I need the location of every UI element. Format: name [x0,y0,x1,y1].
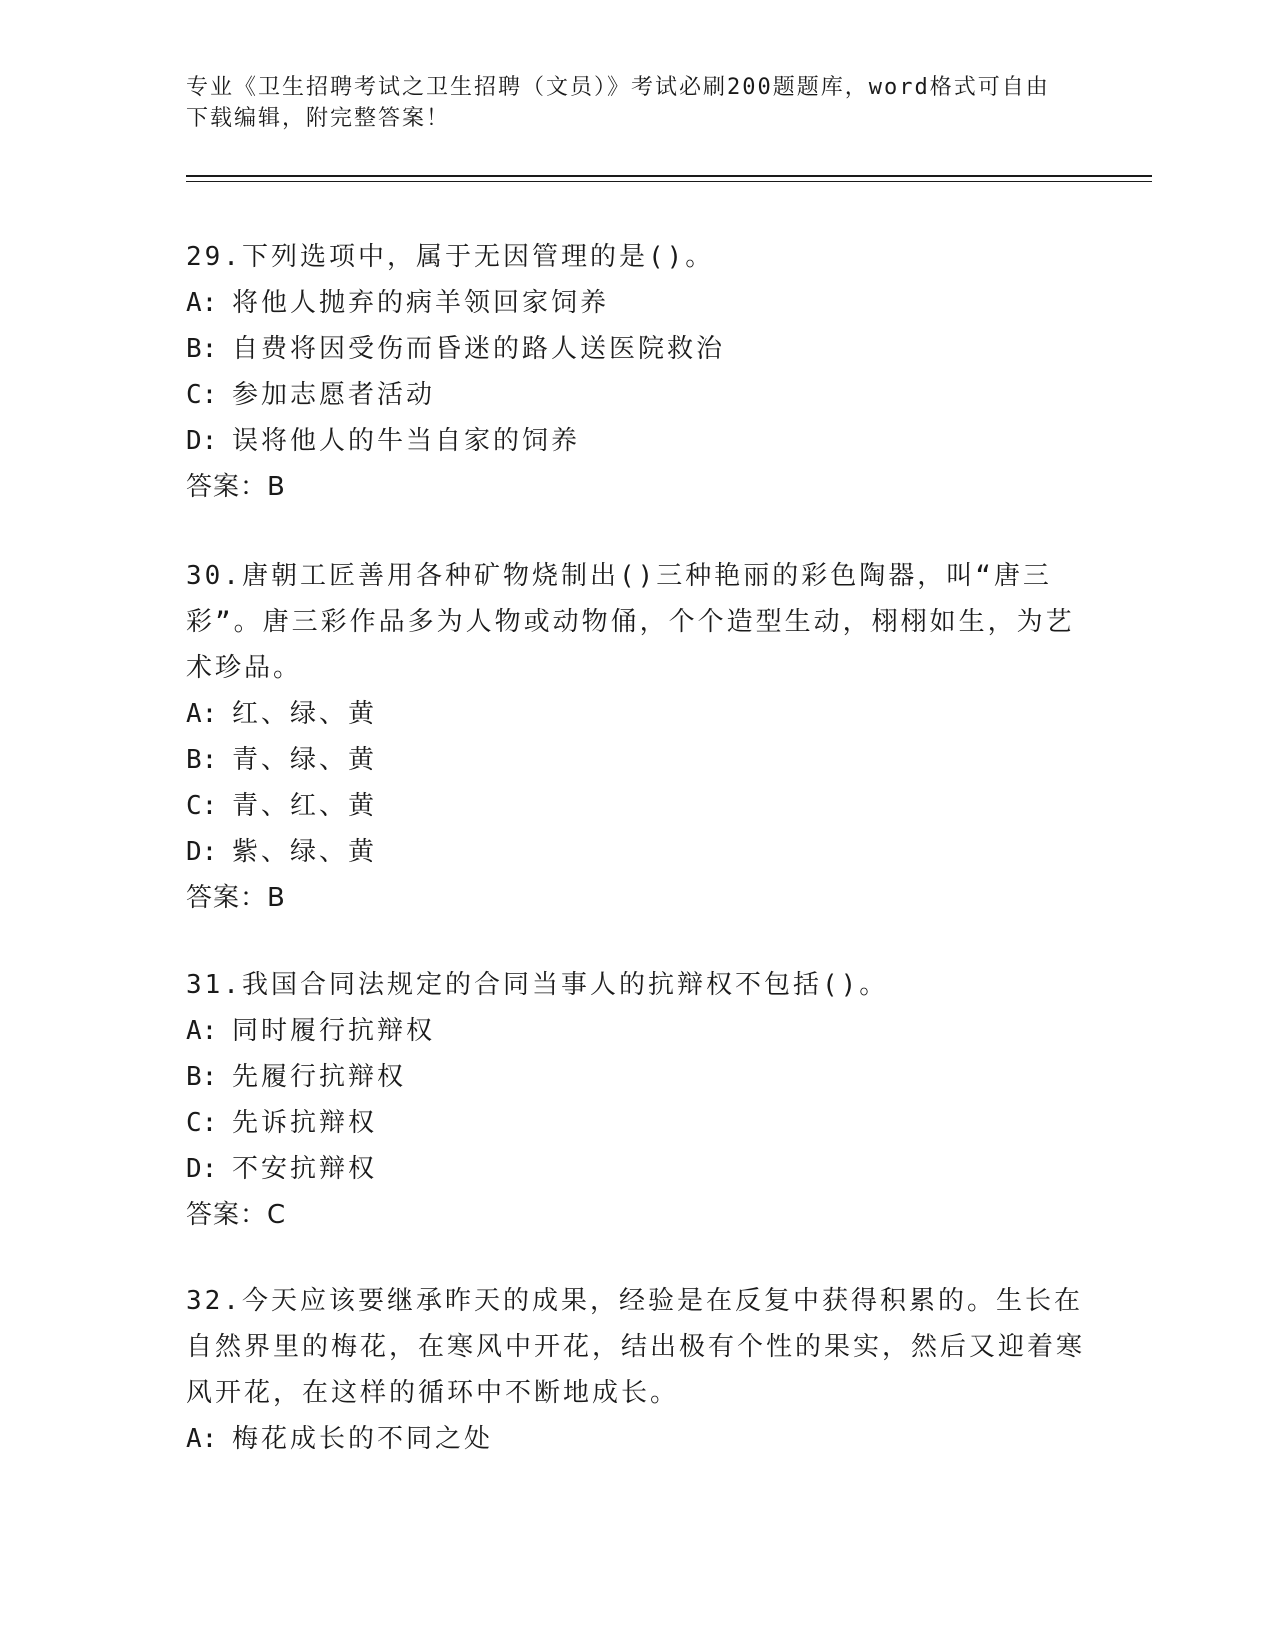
option-b [186,326,1086,372]
question-stem: 30.唐朝工匠善用各种矿物烧制出()三种艳丽的彩色陶器，叫“唐三彩”。唐三彩作品多为人物或动物俑，个个造型生动，栩栩如生，为艺术珍品。 [186,561,1075,683]
option-text: 同时履行抗辩权 [232,1016,436,1046]
option-b [186,1054,1086,1100]
answer-label: 答案： [186,883,268,913]
question-30 [186,553,1086,921]
option-letter: D: [186,837,218,867]
answer-value: B [267,472,286,502]
option-text: 自费将因受伤而昏迷的路人送医院救治 [232,334,726,364]
option-b [186,737,1086,783]
option-text: 先诉抗辩权 [232,1108,378,1138]
option-text: 参加志愿者活动 [232,380,436,410]
option-letter: B: [186,334,218,364]
option-a [186,280,1086,326]
option-a [186,1416,1086,1462]
option-letter: A: [186,699,218,729]
option-text: 不安抗辩权 [232,1154,378,1184]
answer-label: 答案： [186,472,268,502]
header-divider-thin [186,181,1152,182]
option-text: 紫、绿、黄 [232,837,378,867]
option-c [186,372,1086,418]
answer-value: C [267,1200,287,1230]
answer-line [186,1192,1086,1238]
header-divider-thick [186,175,1152,177]
question-stem: 29.下列选项中，属于无因管理的是()。 [186,242,715,272]
question-stem: 31.我国合同法规定的合同当事人的抗辩权不包括()。 [186,970,889,1000]
option-letter: A: [186,1424,218,1454]
option-letter: C: [186,791,218,821]
question-29 [186,234,1086,510]
option-text: 将他人抛弃的病羊领回家饲养 [232,288,610,318]
option-text: 红、绿、黄 [232,699,378,729]
option-d [186,1146,1086,1192]
question-31 [186,962,1086,1238]
option-text: 先履行抗辩权 [232,1062,407,1092]
question-32 [186,1278,1086,1462]
option-a [186,691,1086,737]
option-c [186,1100,1086,1146]
option-letter: C: [186,380,218,410]
answer-line [186,464,1086,510]
option-letter: B: [186,745,218,775]
option-letter: A: [186,288,218,318]
answer-line [186,875,1086,921]
option-d [186,829,1086,875]
option-letter: D: [186,1154,218,1184]
answer-value: B [267,883,286,913]
option-d [186,418,1086,464]
option-letter: A: [186,1016,218,1046]
option-text: 误将他人的牛当自家的饲养 [232,426,581,456]
option-letter: D: [186,426,218,456]
document-header: 专业《卫生招聘考试之卫生招聘（文员）》考试必刷200题题库，word格式可自由下载编辑，附完整答案！ [186,75,1050,131]
option-text: 青、红、黄 [232,791,378,821]
option-text: 青、绿、黄 [232,745,378,775]
option-letter: C: [186,1108,218,1138]
option-text: 梅花成长的不同之处 [232,1424,494,1454]
option-a [186,1008,1086,1054]
option-letter: B: [186,1062,218,1092]
question-stem: 32.今天应该要继承昨天的成果，经验是在反复中获得积累的。生长在自然界里的梅花，在寒风中开花，结出极有个性的果实，然后又迎着寒风开花，在这样的循环中不断地成长。 [186,1286,1086,1408]
answer-label: 答案： [186,1200,268,1230]
option-c [186,783,1086,829]
